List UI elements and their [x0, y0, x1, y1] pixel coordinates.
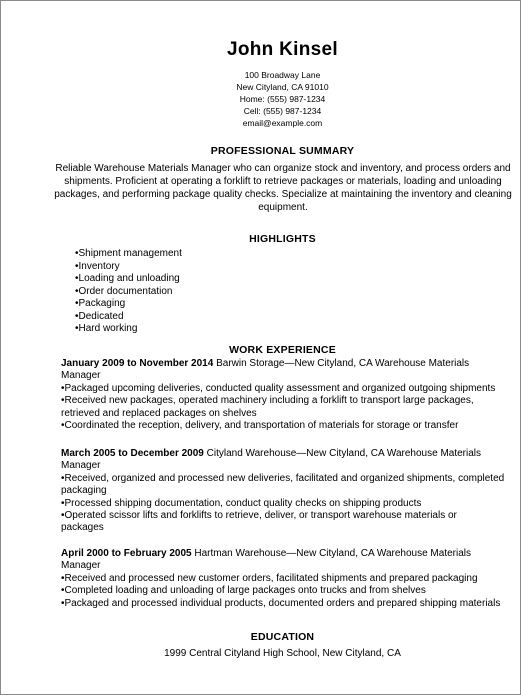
job-bullet: •Received, organized and processed new deliveries, facilitated and organized shipments, completed packaging [61, 472, 505, 497]
job-bullet: •Packaged and processed individual products, documented orders and prepared shipping materials [61, 597, 501, 609]
job-employer: Barwin Storage—New Cityland, CA Warehouse Materials [213, 358, 470, 369]
highlight-item: •Loading and unloading [75, 273, 180, 284]
job-employer: Cityland Warehouse—New Cityland, CA Warehouse Materials [203, 448, 482, 459]
summary-heading: PROFESSIONAL SUMMARY [210, 145, 355, 157]
job-title-line [61, 448, 521, 460]
experience-heading: WORK EXPERIENCE [229, 344, 336, 356]
job-bullet: •Completed loading and unloading of large packages onto trucks and from shelves [61, 585, 426, 597]
job-entry [61, 548, 521, 610]
job-bullet: •Received new packages, operated machinery including a forklift to transport large packages, retrieved and replaced packages on shelves [61, 395, 474, 419]
job-dates: March 2005 to December 2009 [61, 448, 204, 459]
highlight-item: •Order documentation [75, 285, 173, 297]
education-heading: EDUCATION [250, 631, 315, 643]
home-phone: Home: (555) 987-1234 [239, 94, 326, 105]
candidate-name: John Kinsel [227, 39, 338, 60]
address-line-2: New Cityland, CA 91010 [236, 82, 329, 93]
job-bullet: •Operated scissor lifts and forklifts to retrieve, deliver, or transport warehouse materials or packages [61, 510, 457, 534]
contact-block [1, 69, 521, 129]
job-title-line [61, 548, 521, 560]
cell-phone: Cell: (555) 987-1234 [243, 106, 322, 117]
education-line: 1999 Central Cityland High School, New Cityland, CA [164, 648, 401, 659]
summary-text: Reliable Warehouse Materials Manager who can organize stock and inventory, and process orders and shipments. Proficient at operating a forklift to retrieve packages or materials, loading and unloading packages, and performing package quality checks. Specialize at maintaining the inventory and cleaning equipment. [54, 163, 512, 214]
job-employer: Hartman Warehouse—New Cityland, CA Warehouse Materials [191, 548, 471, 559]
job-bullet: •Packaged upcoming deliveries, conducted quality assessment and organized outgoing shipments [61, 382, 496, 394]
address-line-1: 100 Broadway Lane [244, 70, 321, 80]
highlight-item: •Inventory [75, 260, 120, 272]
highlight-item: •Shipment management [75, 248, 182, 259]
job-bullet: •Processed shipping documentation, conduct quality checks on shipping products [61, 497, 422, 509]
job-title-cont: Manager [61, 460, 101, 472]
job-dates: April 2000 to February 2005 [61, 548, 192, 559]
job-entry [61, 358, 521, 432]
job-bullet: •Coordinated the reception, delivery, and transportation of materials for storage or transfer [61, 420, 459, 432]
highlights-heading: HIGHLIGHTS [249, 233, 316, 245]
job-title-line [61, 358, 521, 370]
highlight-item: •Hard working [75, 323, 138, 334]
job-dates: January 2009 to November 2014 [61, 358, 214, 369]
email: email@example.com [242, 118, 323, 129]
highlight-item: •Dedicated [75, 310, 124, 322]
highlight-item: •Packaging [75, 298, 126, 309]
job-bullet: •Received and processed new customer orders, facilitated shipments and prepared packaging [61, 572, 478, 584]
highlights-list [75, 248, 182, 336]
job-title-cont: Manager [61, 370, 101, 382]
job-entry [61, 448, 521, 535]
job-title-cont: Manager [61, 560, 101, 572]
